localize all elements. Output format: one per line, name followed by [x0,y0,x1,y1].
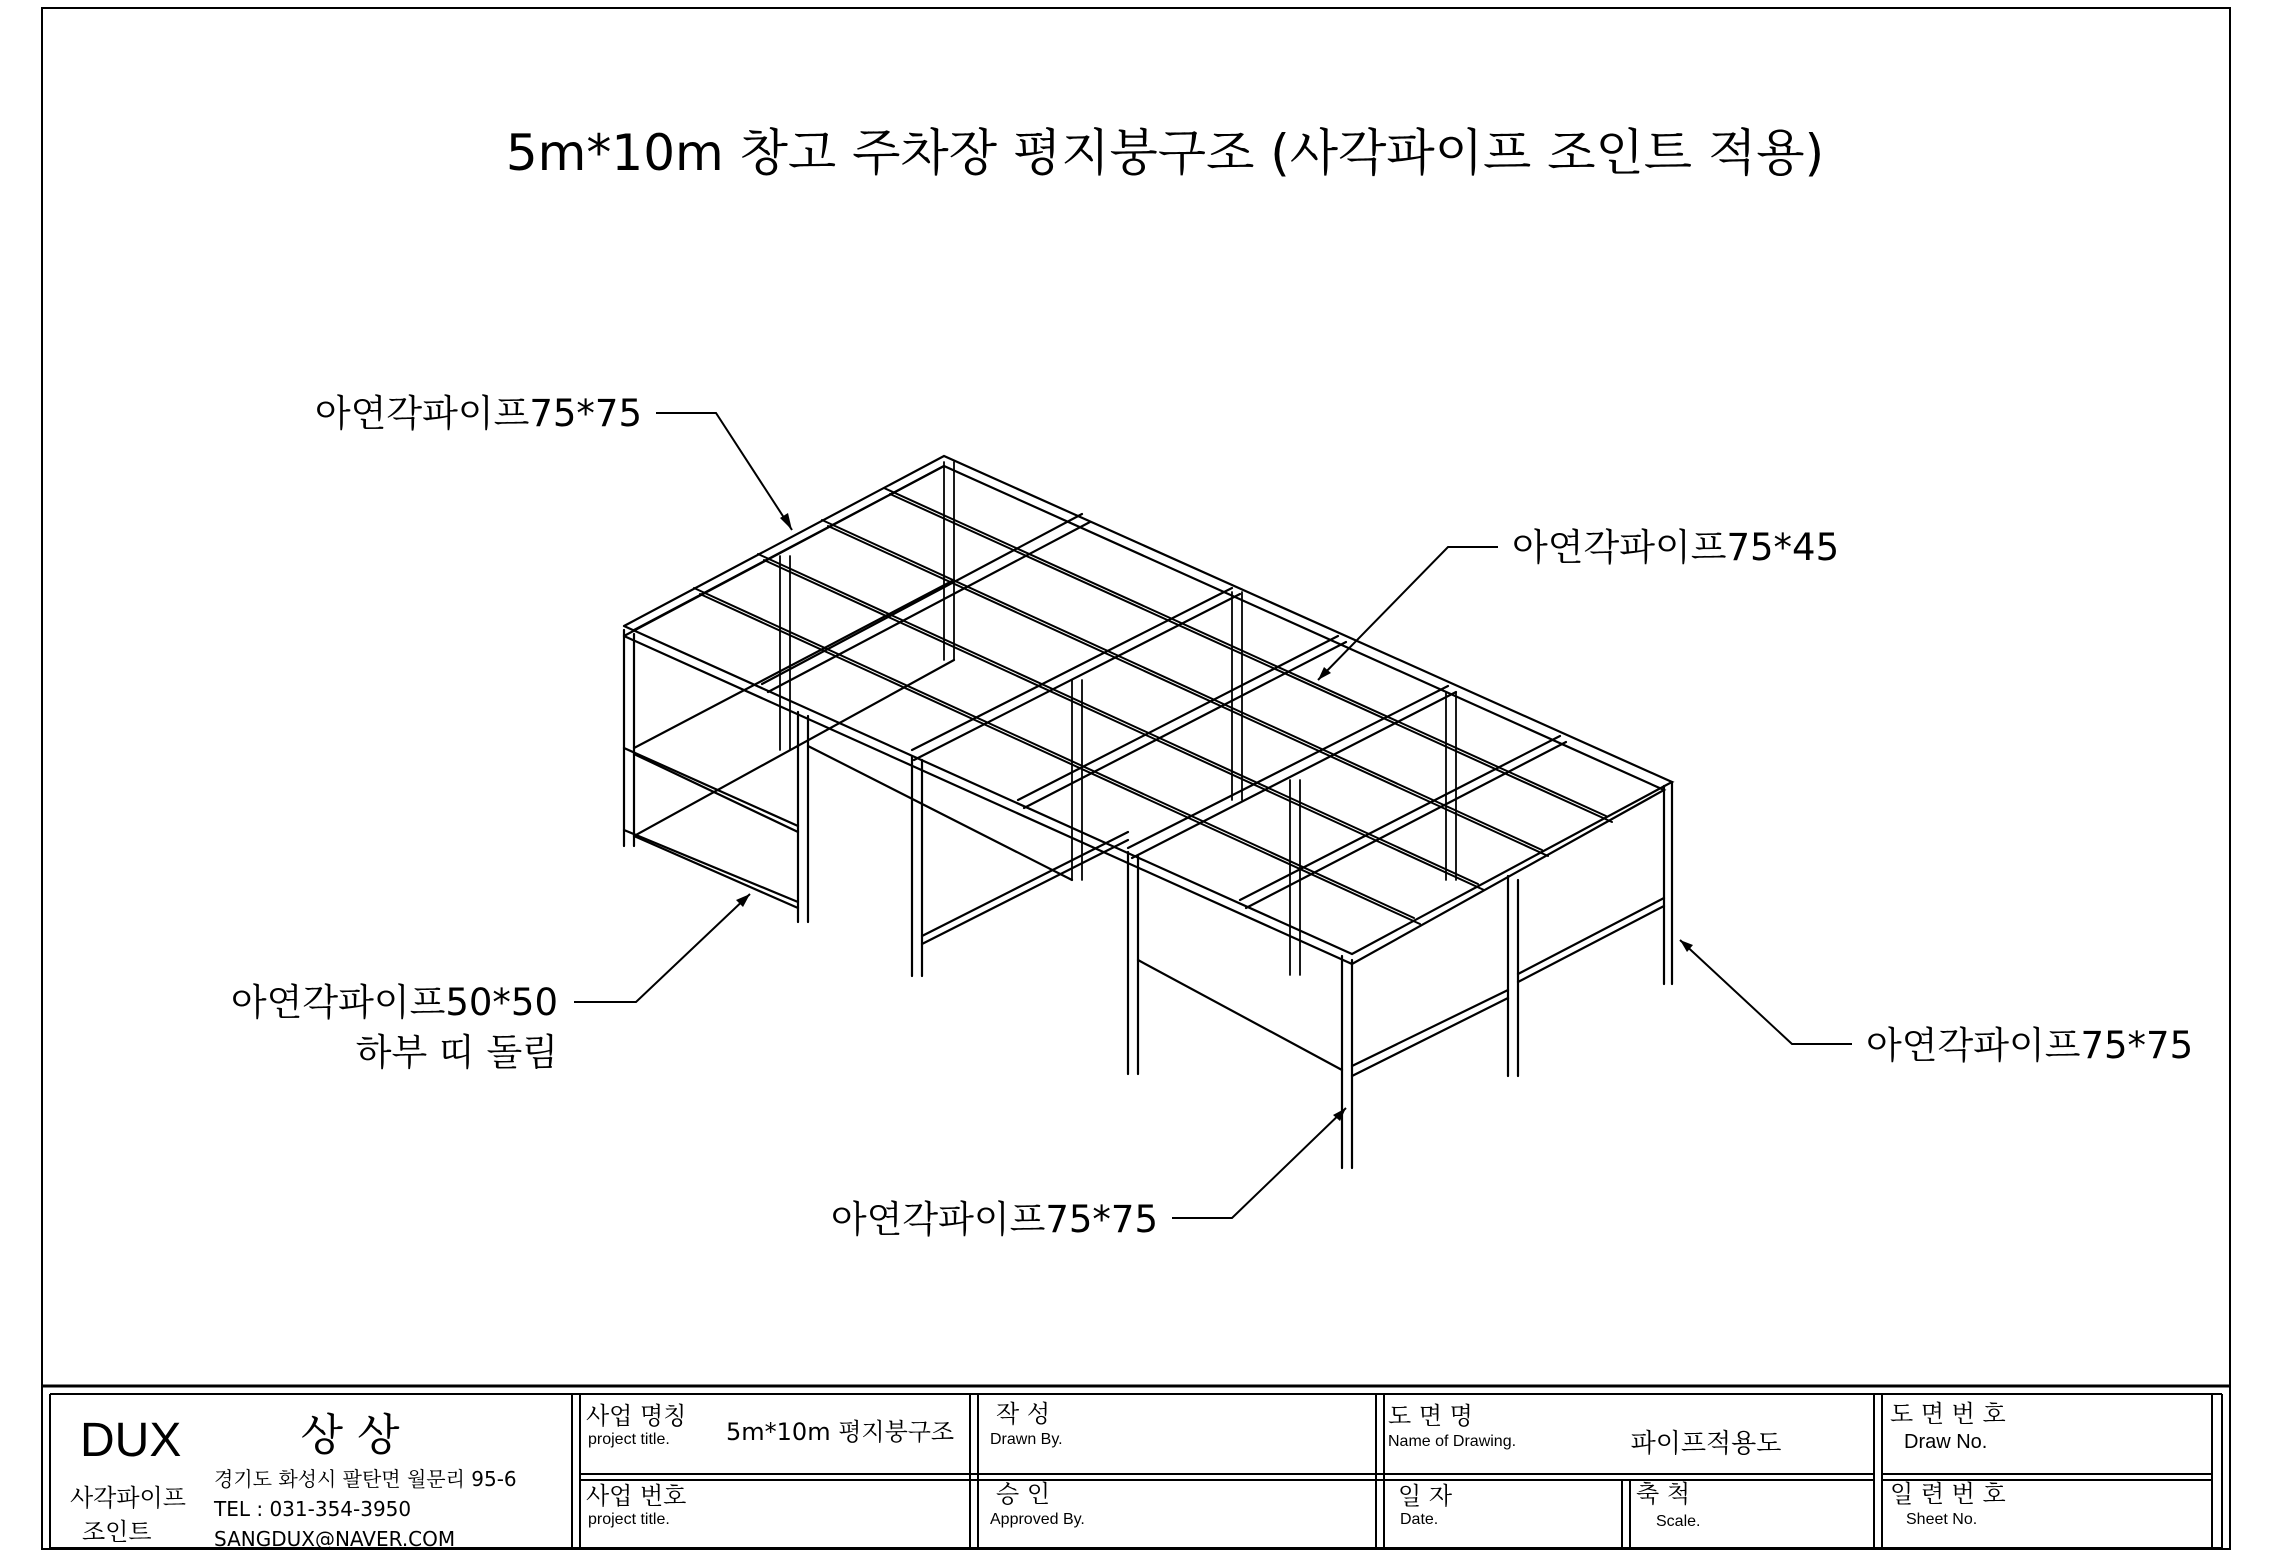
callout-left-label-1: 아연각파이프50*50 [230,981,558,1024]
callout-bottom [831,1108,1346,1241]
company-email: SANGDUX@NAVER.COM [214,1527,456,1551]
drawn-by-cell [990,1400,1063,1448]
sheet-no-label: 일 련 번 호 [1890,1480,2006,1508]
leader-line [656,413,792,530]
sheet-no-sub: Sheet No. [1906,1511,1978,1528]
project-number-sub: project title. [588,1511,670,1528]
drawn-by-sub: Drawn By. [990,1431,1063,1448]
approved-by-label: 승 인 [996,1480,1050,1508]
draw-no-cell [1890,1400,2006,1453]
scale-sub: Scale. [1656,1513,1701,1530]
drawing-title: 5m*10m 창고 주차장 평지붕구조 (사각파이프 조인트 적용) [505,124,1825,182]
callout-top-left [315,392,792,530]
project-name-value: 5m*10m 평지붕구조 [726,1418,955,1446]
leader-line [1318,547,1498,680]
project-number-label: 사업 번호 [586,1482,687,1510]
sheet-no-cell [1890,1480,2006,1528]
callout-left [231,894,750,1074]
drawing-name-value: 파이프적용도 [1630,1429,1782,1459]
callout-left-label-2: 하부 띠 돌림 [355,1031,558,1074]
callout-right-label: 아연각파이프75*75 [1866,1024,2194,1067]
callout-top-left-label: 아연각파이프75*75 [314,392,642,435]
scale-label: 축 척 [1636,1480,1690,1508]
leader-line [574,894,750,1002]
project-number-cell [586,1482,686,1528]
draw-no-sub: Draw No. [1904,1431,1988,1453]
date-sub: Date. [1400,1511,1439,1528]
approved-by-cell [990,1480,1085,1528]
company-tel: TEL : 031-354-3950 [214,1497,412,1521]
date-cell [1398,1482,1453,1528]
sheet-border [42,8,2230,1549]
top-purlins [694,488,1612,924]
draw-no-label: 도 면 번 호 [1890,1400,2006,1428]
drawing-name-sub: Name of Drawing. [1388,1433,1517,1450]
scale-cell [1636,1480,1700,1530]
company-name: 상 상 [300,1410,400,1461]
company-product-line2: 조인트 [82,1518,152,1546]
leader-line [1680,940,1852,1044]
company-product-line1: 사각파이프 [70,1484,186,1512]
company-brand: DUX [80,1414,182,1467]
project-name-cell [586,1402,954,1448]
company-block [70,1410,517,1551]
callout-top-right [1318,526,1839,680]
approved-by-sub: Approved By. [990,1511,1085,1528]
drawing-name-cell [1388,1402,1781,1459]
callout-bottom-label: 아연각파이프75*75 [830,1198,1158,1241]
callout-right [1680,940,2193,1067]
callout-top-right-label: 아연각파이프75*45 [1512,526,1840,569]
leader-line [1172,1108,1346,1218]
company-address: 경기도 화성시 팔탄면 월문리 95-6 [214,1467,517,1491]
date-label: 일 자 [1398,1482,1452,1510]
drawn-by-label: 작 성 [996,1400,1050,1428]
drawing-name-label: 도 면 명 [1388,1402,1473,1430]
project-name-sub: project title. [588,1431,670,1448]
project-name-label: 사업 명칭 [586,1402,687,1430]
